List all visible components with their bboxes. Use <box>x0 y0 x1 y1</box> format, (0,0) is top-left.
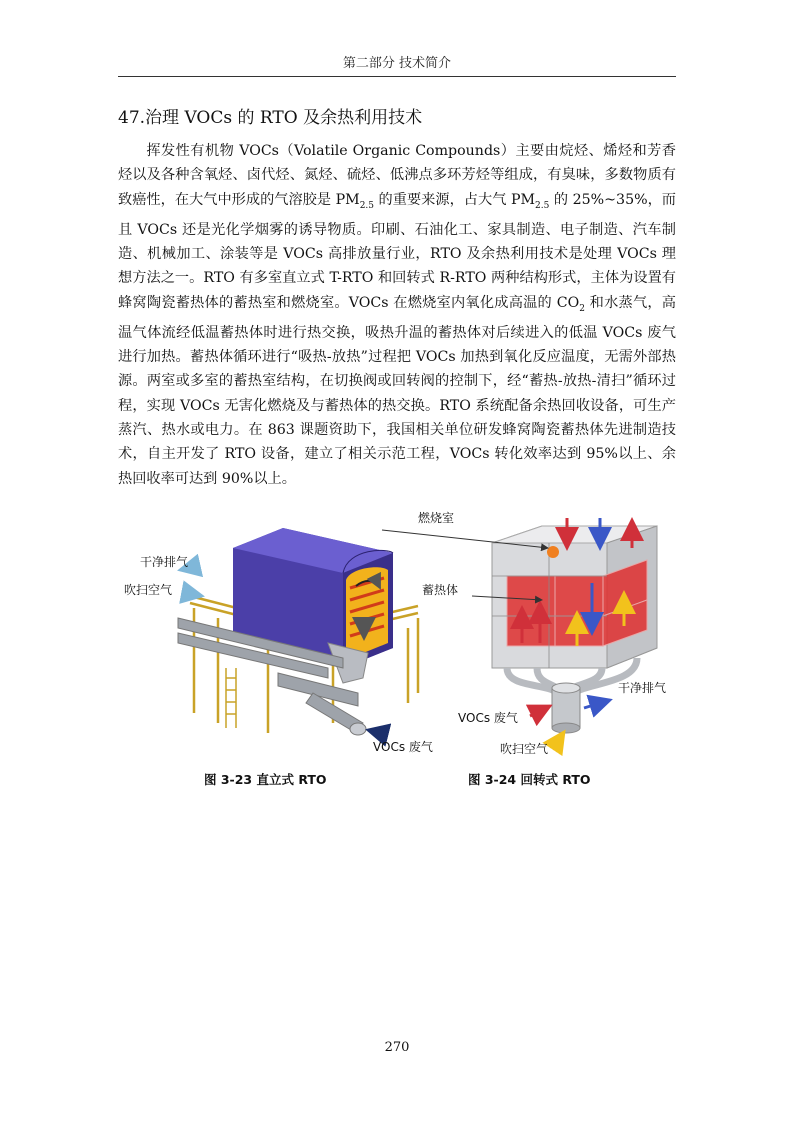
subscript: 2.5 <box>535 200 550 211</box>
label-purge-air: 吹扫空气 <box>124 583 173 597</box>
label-combustion-chamber: 燃烧室 <box>418 511 455 525</box>
body-text <box>118 139 676 491</box>
label-voc-waste: VOCs 废气 <box>373 740 433 754</box>
label-heat-storage: 蓄热体 <box>422 583 459 597</box>
running-header: 第二部分 技术简介 <box>342 56 452 71</box>
body-text-part: 的重要来源，占大气 PM <box>374 191 536 208</box>
purge-air-arrow <box>556 732 564 744</box>
label-clean-exhaust: 干净排气 <box>618 681 667 695</box>
fan-inlet <box>350 723 366 735</box>
subscript: 2 <box>579 303 585 314</box>
figure-rotary-rto <box>418 508 678 758</box>
label-clean-exhaust: 干净排气 <box>140 555 189 569</box>
body-text-part: 挥发性有机物 VOCs（Volatile Organic Compounds）主要由烷烃、烯烃和芳香烃以及各种含氧烃、卤代烃、氮烃、硫烃、低沸点多环芳烃等组成，有臭味，多数物质有致癌性，在大气中形成的气溶胶是 PM <box>118 143 676 208</box>
figure-vertical-rto <box>118 508 445 758</box>
rotary-valve <box>552 683 580 733</box>
label-voc-waste: VOCs 废气 <box>458 711 518 725</box>
purge-air-arrow <box>186 593 202 596</box>
combustion-flame <box>547 546 559 558</box>
voc-inlet-arrow <box>368 730 380 733</box>
figure-caption-3-23: 图 3-23 直立式 RTO <box>204 772 327 787</box>
figure-caption-3-24: 图 3-24 回转式 RTO <box>468 772 591 787</box>
page-number: 270 <box>384 1040 410 1055</box>
body-text-part: 和水蒸气，高温气体流经低温蓄热体时进行热交换，吸热升温的蓄热体对后续进入的低温 VOCs 废气进行加热。蓄热体循环进行“吸热-放热”过程把 VOCs 加热到氧化反应温度，无需外部热源。两室或多室的蓄热室结构，在切换阀或回转阀的控制下，经“蓄热-放热-清扫”循环过程，实现 VOCs 无害化燃烧及与蓄热体的热交换。RTO 系统配备余热回收设备，可生产蒸汽、热水或电力。在 863 课题资助下，我国相关单位研发蜂窝陶瓷蓄热体先进制造技术，自主开发了 RTO 设备，建立了相关示范工程，VOCs 转化效率达到 95%以上、余热回收率可达到 90%以上。 <box>118 294 676 487</box>
ladder <box>226 668 236 728</box>
label-purge-air: 吹扫空气 <box>500 742 549 756</box>
body-text-part: 的 25%~35%，而且 VOCs 还是光化学烟雾的诱导物质。印刷、石油化工、家具制造、电子制造、汽车制造、机械加工、涂装等是 VOCs 高排放量行业，RTO 及余热利用技术是处理 VOCs 理想方法之一。RTO 有多室直立式 T-RTO 和回转式 R-RTO 两种结构形式，主体为设置有蜂窝陶瓷蓄热体的蓄热室和燃烧室。VOCs 在燃烧室内氧化成高温的 CO <box>118 191 676 311</box>
voc-inlet-arrow <box>530 706 550 716</box>
section-title: 47.治理 VOCs 的 RTO 及余热利用技术 <box>118 108 423 128</box>
body-paragraph <box>118 139 676 491</box>
clean-exhaust-arrow <box>584 700 610 708</box>
header-rule <box>118 76 676 77</box>
subscript: 2.5 <box>359 200 375 211</box>
